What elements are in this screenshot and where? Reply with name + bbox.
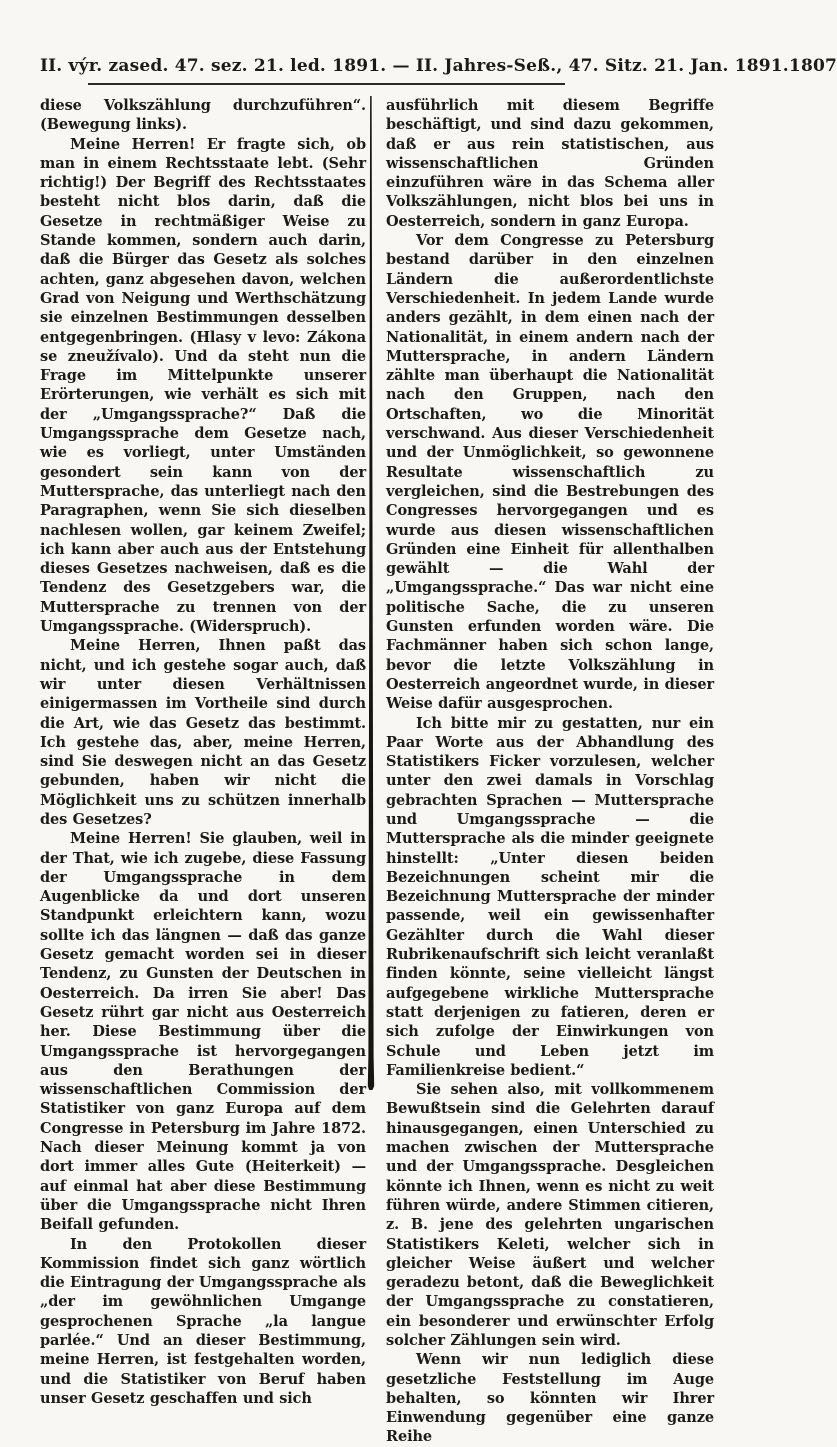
paragraph: In den Protokollen dieser Kommission findet sich ganz wörtlich die Eintragung der Umgangssprache als „der im gewöhnlichen Umgange gesprochenen Sprache „la langue parlée.“ Und an dieser Bestimmung, meine Herren, ist festgehalten worden, und die Statistiker von Beruf haben unser Gesetz geschaffen und sich [40,1235,366,1407]
header-rule [88,83,565,85]
paragraph: Meine Herren! Sie glauben, weil in der That, wie ich zugebe, diese Fassung der Umgangssprache in dem Augenblicke da und dort unseren Standpunkt erleichtern kann, wozu sollte ich das längnen — daß das ganze Gesetz gemacht worden sei in dieser Tendenz, zu Gunsten der Deutschen in Oesterreich. Da irren Sie aber! Das Gesetz rührt gar nicht aus Oesterreich her. Diese Bestimmung über die Umgangssprache ist hervorgegangen aus den Berathungen der wissenschaftlichen Commission der Statistiker von ganz Europa auf dem Congresse in Petersburg im Jahre 1872. Nach dieser Meinung kommt ja von dort immer alles Gute (Heiterkeit) — auf einmal hat aber diese Bestimmung über die Umgangssprache nicht Ihren Beifall gefunden. [40,830,366,1234]
paragraph: Ich bitte mir zu gestatten, nur ein Paar Worte aus der Abhandlung des Statistikers Ficker vorzulesen, welcher unter den zwei damals in Vorschlag gebrachten Sprachen — Muttersprache und Umgangssprache — die Muttersprache als die minder geeignete hinstellt: „Unter diesen beiden Bezeichnungen scheint mir die Bezeichnung Muttersprache der minder passende, weil ein gewissenhafter Gezählter durch die Wahl dieser Rubrikenaufschrift sich leicht veranlaßt finden könnte, seine vielleicht längst aufgegebene wirkliche Muttersprache statt derjenigen zu fatieren, deren er sich zufolge der Einwirkungen von Schule und Leben jetzt im Familienkreise bedient.“ [386,714,714,1079]
running-head-session-line: II. výr. zased. 47. sez. 21. led. 1891. — II. Jahres-Seß., 47. Sitz. 21. Jan. 1891. [40,56,789,76]
paragraph: diese Volkszählung durchzuführen“. (Bewegung links). [40,97,366,134]
left-column [40,96,366,1447]
right-column [386,96,714,1447]
paragraph: Meine Herren! Er fragte sich, ob man in einem Rechtsstaate lebt. (Sehr richtig!) Der Begriff des Rechtsstaates besteht nicht blos darin, daß die Gesetze in rechtmäßiger Weise zu Stande kommen, sondern auch darin, daß die Bürger das Gesetz als solches achten, ganz abgesehen davon, welchen Grad von Neigung und Werthschätzung sie einzelnen Bestimmungen desselben entgegenbringen. (Hlasy v levo: Zákona se zneužívalo). Und da steht nun die Frage im Mittelpunkte unserer Erörterungen, wie verhält es sich mit der „Umgangssprache?“ Daß die Umgangssprache dem Gesetze nach, wie es vorliegt, unter Umständen gesondert sein kann von der Muttersprache, das unterliegt nach den Paragraphen, wenn Sie sich dieselben nachlesen wollen, gar keinem Zweifel; ich kann aber auch aus der Entstehung dieses Gesetzes nachweisen, daß es die Tendenz des Gesetzgebers war, die Muttersprache zu trennen von der Umgangssprache. (Widerspruch). [40,135,366,636]
paragraph: Wenn wir nun lediglich diese gesetzliche Feststellung im Auge behalten, so könnten wir Ihrer Einwendung gegenüber eine ganze Reihe [386,1351,714,1446]
paragraph: Meine Herren, Ihnen paßt das nicht, und ich gestehe sogar auch, daß wir unter diesen Verhältnissen einigermassen im Vortheile sind durch die Art, wie das Gesetz das bestimmt. Ich gestehe das, aber, meine Herren, sind Sie deswegen nicht an das Gesetz gebunden, haben wir nicht die Möglichkeit uns zu schützen innerhalb des Gesetzes? [40,637,366,828]
running-head-page-number: 1807 [788,56,837,76]
paragraph: Vor dem Congresse zu Petersburg bestand darüber in den einzelnen Ländern die außerordentlichste Verschiedenheit. In jedem Lande wurde anders gezählt, in dem einen nach der Nationalität, in einem andern nach der Muttersprache, in andern Ländern zählte man überhaupt die Nationalität nach den Gruppen, nach den Ortschaften, wo die Minorität verschwand. Aus dieser Verschiedenheit und der Unmöglichkeit, so gewonnene Resultate wissenschaftlich zu vergleichen, sind die Bestrebungen des Congresses hervorgegangen und es wurde aus diesen wissenschaftlichen Gründen eine Einheit für allenthalben gewählt — die Wahl der „Umgangssprache.“ Das war nicht eine politische Sache, die zu unseren Gunsten erfunden worden wäre. Die Fachmänner haben sich schon lange, bevor die letzte Volkszählung in Oesterreich angeordnet wurde, in dieser Weise dafür ausgesprochen. [386,232,714,713]
paragraph: ausführlich mit diesem Begriffe beschäftigt, und sind dazu gekommen, daß er aus rein statistischen, aus wissenschaftlichen Gründen einzuführen wäre in das Schema aller Volkszählungen, nicht blos bei uns in Oesterreich, sondern in ganz Europa. [386,97,714,230]
text-columns [40,96,714,1447]
paragraph: Sie sehen also, mit vollkommenem Bewußtsein sind die Gelehrten darauf hinausgegangen, einen Unterschied zu machen zwischen der Muttersprache und der Umgangssprache. Desgleichen könnte ich Ihnen, wenn es nicht zu weit führen würde, andere Stimmen citieren, z. B. jene des gelehrten ungarischen Statistikers Keleti, welcher sich in gleicher Weise äußert und welcher geradezu betont, daß die Beweglichkeit der Umgangssprache zu constatieren, ein besonderer und erwünschter Erfolg solcher Zählungen sein wird. [386,1081,714,1349]
running-head [40,56,837,76]
